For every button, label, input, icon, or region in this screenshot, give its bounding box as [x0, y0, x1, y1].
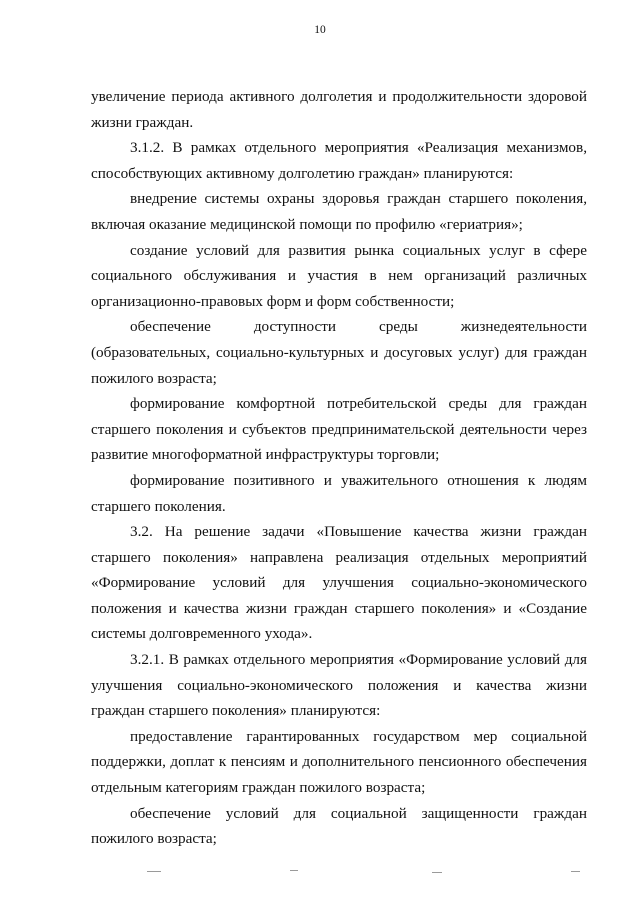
scan-mark	[571, 871, 580, 872]
page-number: 10	[314, 24, 326, 36]
paragraph-section-3-2: 3.2. На решение задачи «Повышение качества жизни граждан старшего поколения» направлена реализация отдельных мероприятий «Формирование условий для улучшения социально-экономического положения и качества жизни граждан старшего поколения» и «Создание системы долговременного ухода».	[91, 523, 587, 643]
paragraph-continuation: увеличение периода активного долголетия и продолжительности здоровой жизни граждан.	[91, 88, 587, 131]
scan-mark	[432, 872, 442, 873]
scan-artifacts	[0, 869, 640, 877]
paragraph-section-3-2-1: 3.2.1. В рамках отдельного мероприятия «Формирование условий для улучшения социально-экономического положения и качества жизни граждан старшего поколения» планируются:	[91, 651, 587, 720]
paragraph-list-item: внедрение системы охраны здоровья граждан старшего поколения, включая оказание медицинской помощи по профилю «гериатрия»;	[91, 190, 587, 233]
paragraph-list-item: формирование позитивного и уважительного отношения к людям старшего поколения.	[91, 471, 587, 515]
paragraph-list-item: создание условий для развития рынка социальных услуг в сфере социального обслуживания и участия в нем организаций различных организационно-правовых форм и форм собственности;	[91, 241, 587, 310]
paragraph-list-item: предоставление гарантированных государством мер социальной поддержки, доплат к пенсиям и дополнительного пенсионного обеспечения отдельным категориям граждан пожилого возраста;	[91, 727, 587, 797]
paragraph-section-3-1-2: 3.1.2. В рамках отдельного мероприятия «Реализация механизмов, способствующих активному долголетию граждан» планируются:	[91, 139, 587, 182]
paragraph-list-item: формирование комфортной потребительской среды для граждан старшего поколения и субъектов предпринимательской деятельности через развитие многоформатной инфраструктуры торговли;	[91, 395, 587, 464]
paragraph-list-item: обеспечение условий для социальной защищенности граждан пожилого возраста;	[91, 804, 587, 848]
scan-mark	[290, 870, 298, 871]
scan-mark	[147, 871, 161, 872]
paragraph-list-item: обеспечение доступности среды жизнедеятельности (образовательных, социально-культурных и досуговых услуг) для граждан пожилого возраста;	[91, 318, 587, 387]
document-body	[91, 84, 587, 852]
